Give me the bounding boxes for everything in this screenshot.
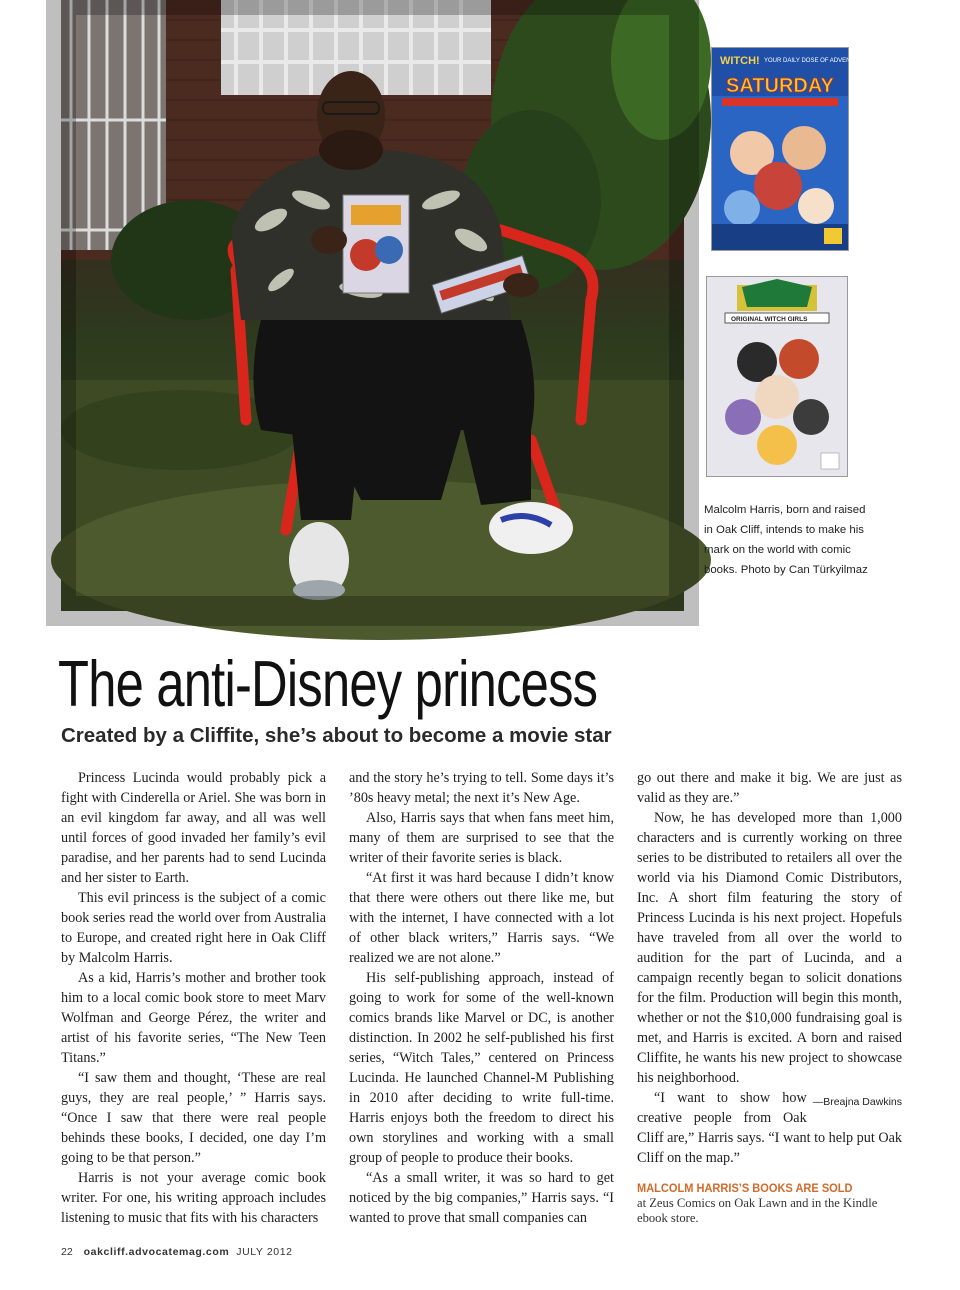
article-column-3 (637, 768, 902, 1168)
footer-url[interactable]: oakcliff.advocatemag.com (83, 1246, 230, 1258)
main-photo (61, 0, 684, 611)
sidebar-note-heading: MALCOLM HARRIS’S BOOKS ARE SOLD (637, 1181, 853, 1195)
paragraph: Harris is not your average comic book writer. For one, his writing approach includes listening to music that fits with his characters (61, 1170, 326, 1226)
page-number: 22 (61, 1246, 73, 1258)
article-column-2 (349, 768, 614, 1228)
photo-caption: Malcolm Harris, born and raised in Oak Cliff, intends to make his mark on the world with comic books. Photo by Can Türkyilmaz (704, 504, 868, 576)
cover-1-top-banner: WITCH! (720, 55, 760, 67)
paragraph: Also, Harris says that when fans meet him, many of them are surprised to see that the writer of their favorite series is black. (349, 810, 614, 866)
sidebar-note-text: at Zeus Comics on Oak Lawn and in the Kindle ebook store. (637, 1196, 878, 1225)
article-deck: Created by a Cliffite, she’s about to become a movie star (61, 724, 612, 747)
paragraph: “At first it was hard because I didn’t know that there were others out there like me, but with the internet, I have connected with a lot of other black writers,” Harris says. “We realized we are not alone.” (349, 870, 614, 966)
paragraph: Now, he has developed more than 1,000 characters and is currently working on three series to be distributed to retailers all over the world via his Diamond Comic Distributors, Inc. A short film featuring the story of Princess Lucinda is his next project. Hopefuls have traveled from all over the world to audition for the part of Lucinda, and a campaign recently began to solicit donations for the film. Production will begin this month, whether or not the $10,000 fundraising goal is met, and Harris is excited. A born and raised Cliffite, he wants his new project to showcase his neighborhood. (637, 810, 902, 1086)
paragraph: This evil princess is the subject of a comic book series read the world over from Australia to Europe, and created right here in Oak Cliff by Malcolm Harris. (61, 890, 326, 966)
cover-1-title: SATURDAY (726, 75, 834, 97)
paragraph: “As a small writer, it was so hard to get noticed by the big companies,” Harris says. “I wanted to prove that small companies can (349, 1170, 614, 1226)
article-column-1 (61, 768, 326, 1228)
closing-paragraph (637, 1088, 902, 1168)
paragraph: His self-publishing approach, instead of going to work for some of the well-known comics brands like Marvel or DC, is another distinction. In 2002 he self-published his first series, “Witch Tales,” centered on Princess Lucinda. He launched Channel-M Publishing in 2010 after deciding to write full-time. Harris enjoys both the freedom to direct his own storylines and working with a small group of people to produce their books. (349, 970, 614, 1166)
byline: —Breajna Dawkins (812, 1096, 902, 1108)
issue-date: JULY 2012 (236, 1246, 293, 1258)
comic-cover-saturday (712, 48, 869, 250)
paragraph: Princess Lucinda would probably pick a fight with Cinderella or Ariel. She was born in an evil kingdom far away, and all was well until forces of good invaded her family’s evil paradise, and her parents had to send Lucinda and her sister to Earth. (61, 770, 326, 886)
paragraph: “I saw them and thought, ‘These are real guys, they are real people,’ ” Harris says. “Once I saw that there were real people behinds these books, I decided, one day I’m going to be that person.” (61, 1070, 326, 1166)
page-footer (61, 1246, 293, 1258)
paragraph: go out there and make it big. We are just as valid as they are.” (637, 770, 902, 806)
cover-2-title: ORIGINAL WITCH GIRLS (731, 316, 808, 323)
comic-cover-witch-tales (707, 277, 847, 476)
paragraph: and the story he’s trying to tell. Some days it’s ’80s heavy metal; the next it’s New Age. (349, 770, 614, 806)
paragraph: “I want to show how creative people from Oak Cliff are,” Harris says. “I want to help put Oak Cliff on the map.” (637, 1090, 902, 1166)
article-headline: The anti-Disney princess (58, 647, 598, 720)
cover-1-tagline: YOUR DAILY DOSE OF ADVENTURE! (764, 58, 869, 64)
paragraph: As a kid, Harris’s mother and brother took him to a local comic book store to meet Marv Wolfman and George Pérez, the writer and artist of his favorite series, “The New Teen Titans.” (61, 970, 326, 1066)
